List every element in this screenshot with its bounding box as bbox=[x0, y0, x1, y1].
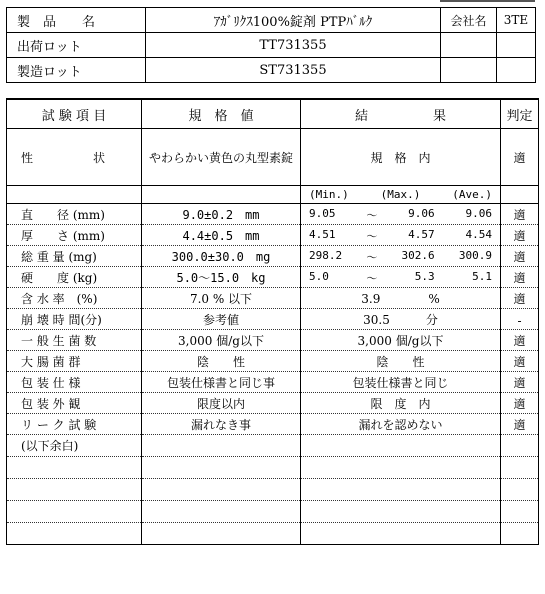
header-spec: 規 格 値 bbox=[142, 99, 301, 129]
blank-cell bbox=[142, 186, 301, 204]
test-row bbox=[7, 393, 539, 414]
measurement-result bbox=[301, 267, 501, 288]
measurement-row bbox=[7, 246, 539, 267]
measurement-min: 298.2 bbox=[309, 249, 343, 262]
table-header-row bbox=[7, 99, 539, 129]
test-result: 3.9 % bbox=[301, 288, 501, 309]
test-row bbox=[7, 309, 539, 330]
test-result: 限 度 内 bbox=[301, 393, 501, 414]
blank-cell bbox=[7, 186, 142, 204]
blank-cell bbox=[501, 435, 539, 457]
measurement-min: 9.05 bbox=[309, 207, 336, 220]
header-judgment: 判定 bbox=[501, 99, 539, 129]
test-result: 30.5 分 bbox=[301, 309, 501, 330]
test-judgment: 適 bbox=[501, 372, 539, 393]
test-item: 崩 壊 時 間(分) bbox=[7, 309, 142, 330]
test-spec: 3,000 個/g以下 bbox=[142, 330, 301, 351]
test-spec: 陰 性 bbox=[142, 351, 301, 372]
measurement-result bbox=[301, 225, 501, 246]
test-judgment: 適 bbox=[501, 288, 539, 309]
test-result: 漏れを認めない bbox=[301, 414, 501, 435]
measurement-item: 厚 さ (mm) bbox=[7, 225, 142, 246]
stat-max-label: (Max.) bbox=[380, 188, 421, 201]
measurement-row bbox=[7, 204, 539, 225]
header-item: 試 験 項 目 bbox=[7, 99, 142, 129]
test-result: 3,000 個/g以下 bbox=[301, 330, 501, 351]
stat-ave-label: (Ave.) bbox=[452, 188, 492, 201]
remainder-row bbox=[7, 435, 539, 457]
test-judgment: 適 bbox=[501, 414, 539, 435]
test-row bbox=[7, 372, 539, 393]
blank-cell bbox=[497, 33, 536, 58]
appearance-result: 規 格 内 bbox=[301, 129, 501, 186]
product-value: ｱｶﾞﾘｸｽ100%錠剤 PTPﾊﾞﾙｸ bbox=[146, 8, 441, 33]
blank-cell bbox=[441, 58, 497, 83]
measurement-max: 5.3 bbox=[414, 270, 435, 283]
company-label: 会社名 bbox=[441, 8, 497, 33]
test-judgment: 適 bbox=[501, 351, 539, 372]
product-row bbox=[7, 8, 536, 33]
appearance-spec: やわらかい黄色の丸型素錠 bbox=[142, 129, 301, 186]
measurement-min: 5.0 bbox=[309, 270, 329, 283]
measurement-spec: 5.0～15.0 kg bbox=[142, 267, 301, 288]
measurement-judgment: 適 bbox=[501, 204, 539, 225]
blank-cell bbox=[497, 58, 536, 83]
stat-header-row bbox=[7, 186, 539, 204]
measurement-sep: ～ bbox=[366, 272, 378, 285]
measurement-ave: 5.1 bbox=[472, 270, 492, 283]
measurement-ave: 300.9 bbox=[458, 249, 492, 262]
test-item: 包 装 仕 様 bbox=[7, 372, 142, 393]
blank-cell bbox=[301, 435, 501, 457]
test-spec: 7.0 % 以下 bbox=[142, 288, 301, 309]
appearance-judgment: 適 bbox=[501, 129, 539, 186]
measurement-spec: 4.4±0.5 mm bbox=[142, 225, 301, 246]
shipping-lot-label: 出荷ロット bbox=[7, 33, 146, 58]
test-results-table bbox=[6, 98, 539, 545]
measurement-ave: 4.54 bbox=[465, 228, 492, 241]
blank-cell bbox=[142, 435, 301, 457]
test-spec: 参考値 bbox=[142, 309, 301, 330]
measurement-row bbox=[7, 267, 539, 288]
measurement-judgment: 適 bbox=[501, 267, 539, 288]
measurement-sep: ～ bbox=[366, 230, 378, 243]
measurement-row bbox=[7, 225, 539, 246]
remainder-blank-note: (以下余白) bbox=[7, 435, 142, 457]
test-spec: 漏れなき事 bbox=[142, 414, 301, 435]
stat-min-label: (Min.) bbox=[309, 188, 349, 201]
appearance-row bbox=[7, 129, 539, 186]
measurement-item: 総 重 量 (mg) bbox=[7, 246, 142, 267]
empty-row bbox=[7, 523, 539, 545]
product-label: 製 品 名 bbox=[7, 8, 146, 33]
shipping-lot-row bbox=[7, 33, 536, 58]
stat-headers bbox=[301, 186, 501, 204]
test-item: 大 腸 菌 群 bbox=[7, 351, 142, 372]
test-item: リ ー ク 試 験 bbox=[7, 414, 142, 435]
test-row bbox=[7, 288, 539, 309]
header-result: 結 果 bbox=[301, 99, 501, 129]
test-row bbox=[7, 351, 539, 372]
manufacturing-lot-value: ST731355 bbox=[146, 58, 441, 83]
measurement-sep: ～ bbox=[366, 251, 378, 264]
test-judgment: 適 bbox=[501, 393, 539, 414]
measurement-item: 直 径 (mm) bbox=[7, 204, 142, 225]
test-judgment: 適 bbox=[501, 330, 539, 351]
measurement-result bbox=[301, 246, 501, 267]
test-item: 一 般 生 菌 数 bbox=[7, 330, 142, 351]
measurement-item: 硬 度 (kg) bbox=[7, 267, 142, 288]
top-rule bbox=[440, 0, 535, 2]
measurement-judgment: 適 bbox=[501, 246, 539, 267]
empty-row bbox=[7, 457, 539, 479]
empty-row bbox=[7, 479, 539, 501]
measurement-spec: 9.0±0.2 mm bbox=[142, 204, 301, 225]
test-row bbox=[7, 330, 539, 351]
shipping-lot-value: TT731355 bbox=[146, 33, 441, 58]
test-judgment: - bbox=[501, 309, 539, 330]
test-item: 包 装 外 観 bbox=[7, 393, 142, 414]
measurement-ave: 9.06 bbox=[465, 207, 492, 220]
measurement-sep: ～ bbox=[366, 209, 378, 222]
test-result: 陰 性 bbox=[301, 351, 501, 372]
test-spec: 限度以内 bbox=[142, 393, 301, 414]
test-result: 包装仕様書と同じ bbox=[301, 372, 501, 393]
empty-row bbox=[7, 501, 539, 523]
measurement-spec: 300.0±30.0 mg bbox=[142, 246, 301, 267]
measurement-max: 302.6 bbox=[401, 249, 435, 262]
measurement-max: 4.57 bbox=[408, 228, 435, 241]
manufacturing-lot-label: 製造ロット bbox=[7, 58, 146, 83]
blank-cell bbox=[501, 186, 539, 204]
blank-cell bbox=[441, 33, 497, 58]
test-spec: 包装仕様書と同じ事 bbox=[142, 372, 301, 393]
header-table bbox=[6, 7, 536, 83]
measurement-judgment: 適 bbox=[501, 225, 539, 246]
measurement-max: 9.06 bbox=[408, 207, 435, 220]
measurement-min: 4.51 bbox=[309, 228, 336, 241]
manufacturing-lot-row bbox=[7, 58, 536, 83]
appearance-item: 性 状 bbox=[7, 129, 142, 186]
test-item: 含 水 率 (%) bbox=[7, 288, 142, 309]
measurement-result bbox=[301, 204, 501, 225]
company-code: 3TE bbox=[497, 8, 536, 33]
test-row bbox=[7, 414, 539, 435]
